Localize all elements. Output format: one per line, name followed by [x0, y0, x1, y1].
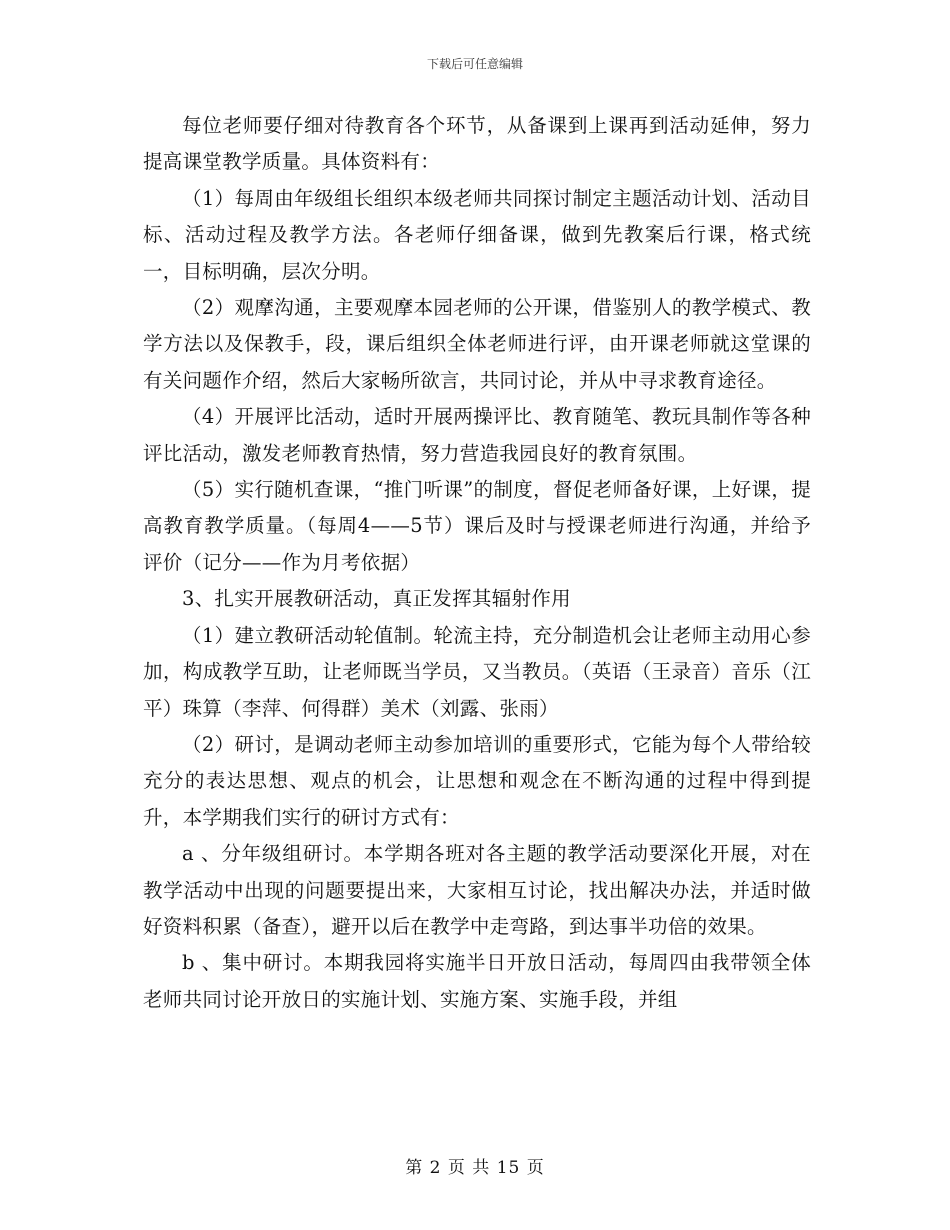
paragraph: （1）建立教研活动轮值制。轮流主持，充分制造机会让老师主动用心参加，构成教学互助，让老师既当学员，又当教员。（英语（王录音）音乐（江平）珠算（李萍、何得群）美术（刘露、张雨）: [143, 623, 811, 720]
paragraph: b 、集中研讨。本期我园将实施半日开放日活动，每周四由我带领全体老师共同讨论开放日的实施计划、实施方案、实施手段，并组: [143, 951, 811, 1011]
section-heading: 3、扎实开展教研活动，真正发挥其辐射作用: [182, 587, 571, 611]
paragraph: （1）每周由年级组长组织本级老师共同探讨制定主题活动计划、活动目标、活动过程及教学方法。各老师仔细备课，做到先教案后行课，格式统一，目标明确，层次分明。: [143, 186, 811, 283]
paragraph: （5）实行随机查课，“推门听课”的制度，督促老师备好课，上好课，提高教育教学质量。（每周4——5节）课后及时与授课老师进行沟通，并给予评价（记分——作为月考依据）: [143, 478, 811, 574]
paragraph: a 、分年级组研讨。本学期各班对各主题的教学活动要深化开展，对在教学活动中出现的问题要提出来，大家相互讨论，找出解决办法，并适时做好资料积累（备查），避开以后在教学中走弯路，到达事半功倍的效果。: [143, 842, 811, 938]
paragraph: 每位老师要仔细对待教育各个环节，从备课到上课再到活动延伸，努力提高课堂教学质量。具体资料有：: [143, 114, 811, 174]
paragraph: （2）观摩沟通，主要观摩本园老师的公开课，借鉴别人的教学模式、教学方法以及保教手，段，课后组织全体老师进行评，由开课老师就这堂课的有关问题作介绍，然后大家畅所欲言，共同讨论，并从中寻求教育途径。: [143, 296, 811, 392]
page-header: 下载后可任意编辑: [426, 57, 523, 71]
paragraph: （4）开展评比活动，适时开展两操评比、教育随笔、教玩具制作等各种评比活动，激发老师教育热情，努力营造我园良好的教育氛围。: [143, 405, 811, 465]
document-body: [143, 108, 811, 1018]
paragraph: （2）研讨，是调动老师主动参加培训的重要形式，它能为每个人带给较充分的表达思想、观点的机会，让思想和观念在不断沟通的过程中得到提升，本学期我们实行的研讨方式有：: [143, 732, 811, 829]
page-number: 第 2 页 共 15 页: [405, 1158, 545, 1178]
